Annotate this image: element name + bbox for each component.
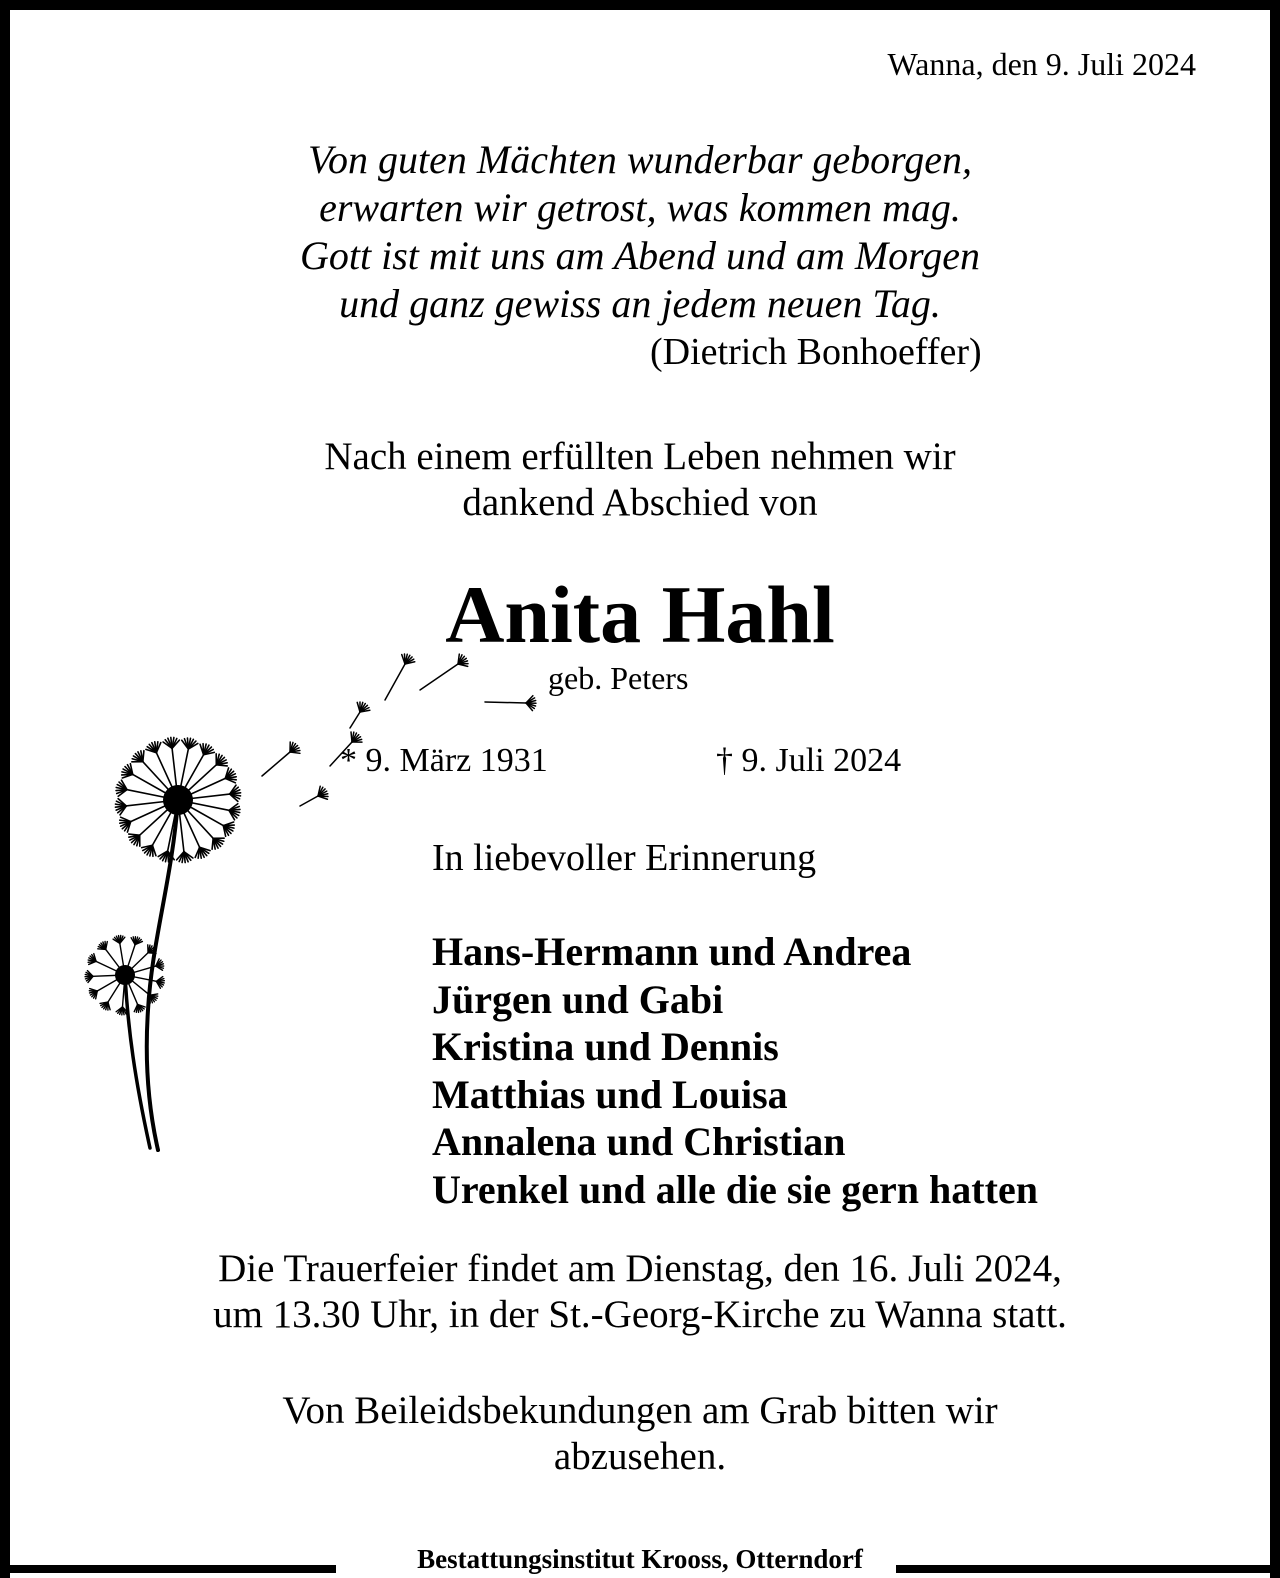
- death-date: † 9. Juli 2024: [716, 742, 902, 779]
- quote-line: erwarten wir getrost, was kommen mag.: [319, 185, 961, 230]
- condolence-line: abzusehen.: [553, 1435, 727, 1478]
- place-date: Wanna, den 9. Juli 2024: [887, 46, 1196, 82]
- funeral-home-label: Bestattungsinstitut Krooss, Otterndorf: [407, 1544, 873, 1574]
- quote-author: (Dietrich Bonhoeffer): [650, 331, 982, 373]
- family-member: Kristina und Dennis: [432, 1024, 779, 1069]
- quote-line: Von guten Mächten wunderbar geborgen,: [308, 137, 972, 182]
- intro-line: Nach einem erfüllten Leben nehmen wir: [324, 435, 956, 478]
- condolence-line: Von Beileidsbekundungen am Grab bitten wir: [282, 1389, 998, 1432]
- family-member: Hans-Hermann und Andrea: [432, 929, 912, 974]
- memory-line: In liebevoller Erinnerung: [432, 837, 817, 879]
- family-member: Matthias und Louisa: [432, 1071, 788, 1117]
- family-member: Jürgen und Gabi: [432, 976, 724, 1022]
- deceased-name: Anita Hahl: [445, 569, 835, 660]
- quote-line: und ganz gewiss an jedem neuen Tag.: [339, 281, 941, 326]
- family-member: Annalena und Christian: [432, 1119, 846, 1164]
- ceremony-line: Die Trauerfeier findet am Dienstag, den 16. Juli 2024,: [218, 1247, 1062, 1290]
- intro-line: dankend Abschied von: [462, 481, 818, 524]
- birth-date: * 9. März 1931: [340, 742, 548, 779]
- ceremony-line: um 13.30 Uhr, in der St.-Georg-Kirche zu Wanna statt.: [213, 1293, 1067, 1336]
- family-member: Urenkel und alle die sie gern hatten: [432, 1166, 1038, 1212]
- maiden-name: geb. Peters: [548, 660, 689, 696]
- quote-line: Gott ist mit uns am Abend und am Morgen: [300, 233, 980, 278]
